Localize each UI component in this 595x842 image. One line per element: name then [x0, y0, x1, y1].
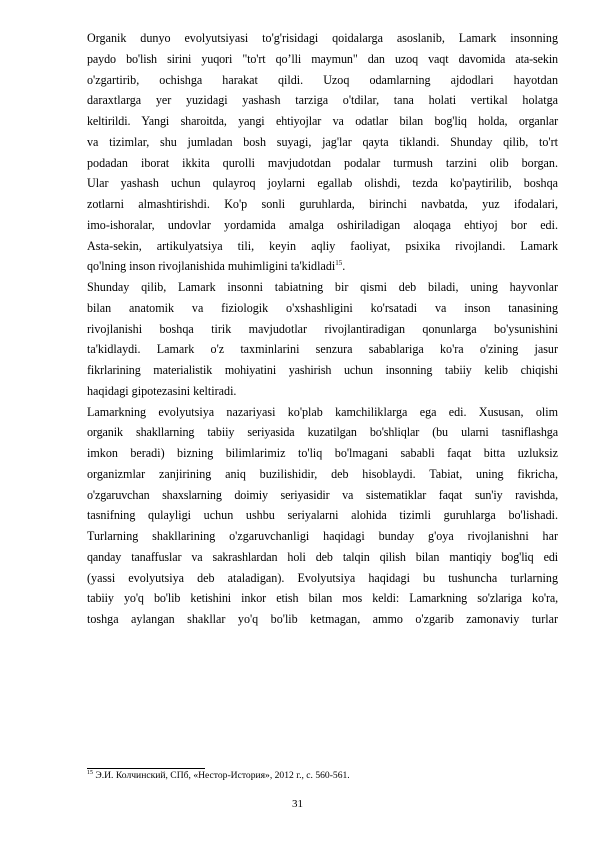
text-line: o'zgartirib, ochishga harakat qildi. Uzoq odamlarning ajdodlari hayotdan [87, 72, 558, 87]
text-line: Organik dunyo evolyutsiyasi to'g'risidagi qoidalarga asoslanib, Lamark insonning [87, 31, 558, 45]
text-line: va tizimlar, shu jumladan bosh suyagi, jag'lar qayta tiklandi. Shunday qilib, to'rt [87, 134, 558, 149]
text-line: Turlarning shakllarining o'zgaruvchanligi haqidagi bunday g'oya rivojlanishni har [87, 529, 558, 543]
footnote-separator [87, 768, 205, 769]
text-line: (yassi evolyutsiya deb ataladigan). Evolyutsiya haqidagi bu tushuncha turlarning [87, 570, 558, 585]
text-line: fikrlarining materialistik mohiyatini yashirish uchun insonning tabiiy kelib chiqishi [87, 363, 558, 377]
text-line: Asta-sekin, artikulyatsiya tili, keyin aqliy faoliyat, psixika rivojlandi. Lamark [87, 238, 558, 253]
text-line-last: qo'lning inson rivojlanishida muhimligini ta'kidladi$^{15}$. [87, 259, 346, 274]
text-line: tabiiy yo'q bo'lib ketishini inkor etish bilan mos keldi: Lamarkning so'zlariga ko'ra, [87, 591, 558, 606]
paragraph-1 [87, 28, 558, 277]
footnote [87, 770, 558, 781]
text-line: keltirildi. Yangi sharoitda, yangi ehtiyojlar va odatlar bilan bog'liq holda, organlar [87, 114, 558, 128]
paragraph-3 [87, 402, 558, 630]
text-line: Lamarkning evolyutsiya nazariyasi ko'plab kamchiliklarga ega edi. Xususan, olim [87, 404, 558, 419]
text-line: rivojlanishi boshqa tirik mavjudotlar rivojlantiradigan qonunlarga bo'ysunishini [87, 321, 558, 336]
text-line: toshga aylangan shakllar yo'q bo'lib ketmagan, ammo o'zgarib zamonaviy turlar [87, 612, 558, 626]
footnote-text: Э.И. Колчинский, СПб, «Нестор-История», 2012 г., с. 560-561. [93, 770, 350, 781]
text-line: o'zgaruvchan shaxslarning doimiy seriyasidir va sistematiklar faqat sun'iy ravishda, [87, 487, 558, 502]
text-line: paydo bo'lish sirini yuqori "to'rt qo’lli maymun" dan uzoq vaqt davomida ata-sekin [87, 51, 558, 66]
text-line: Ular yashash uchun qulayroq joylarni egallab olishdi, tezda ko'paytirilib, boshqa [87, 176, 558, 191]
text-line: podadan iborat ikkita qurolli mavjudotdan podalar turmush tarzini olib borgan. [87, 155, 558, 170]
text-line: qo'lning inson rivojlanishida muhimligini ta'kidladi [87, 259, 336, 274]
document-body [87, 28, 558, 630]
text-line-last: haqidagi gipotezasini keltiradi. [87, 383, 237, 398]
text-line: imkon beradi) bizning bilimlarimiz to'liq bo'lmagani sababli faqat bitta uzluksiz [87, 446, 558, 460]
text-line: bilan anatomik va fiziologik o'xshashligini ko'rsatadi va inson tanasining [87, 300, 558, 315]
text-line: qanday tanaffuslar va sakrashlardan holi deb talqin qilish bilan mantiqiy bog'liq edi [87, 549, 558, 564]
text-line: ta'kidlaydi. Lamark o'z taxminlarini senzura sabablariga ko'ra o'zining jasur [87, 342, 558, 357]
text-line: daraxtlarga yer yuzidagi yashash tarziga o'tdilar, tana holati vertikal holatga [87, 93, 558, 108]
footnote-reference[interactable]: 15 [335, 259, 343, 268]
text-line: tasnifning qulayligi uchun ushbu seriyalarni alohida tizimli guruhlarga bo'lishadi. [87, 508, 558, 523]
text-line: Shunday qilib, Lamark insonni tabiatning bir qismi deb biladi, uning hayvonlar [87, 280, 558, 294]
text-line: zotlarni almashtirishdi. Ko'p sonli guruhlarda, birinchi navbatda, yuz ifodalari, [87, 197, 558, 211]
footnote-number: 15 [87, 769, 93, 776]
page-number: 31 [292, 798, 303, 810]
paragraph-2 [87, 277, 558, 402]
text-line: organik shakllarning tabiiy seriyasida kuzatilgan bo'shliqlar (bu ularni tasniflashga [87, 425, 558, 440]
text-line: organizmlar zanjirining aniq buzilishidir, deb hisoblaydi. Tabiat, uning fikricha, [87, 466, 558, 481]
text-line: imo-ishoralar, undovlar yordamida amalga oshiriladigan aloqaga ehtiyoj bor edi. [87, 217, 558, 232]
